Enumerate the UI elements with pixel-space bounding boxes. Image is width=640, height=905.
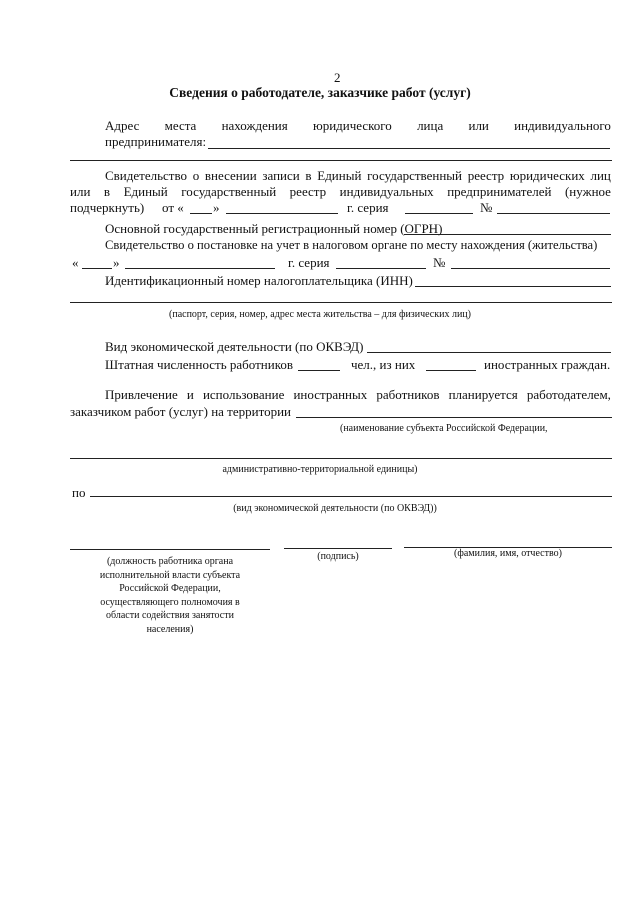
certificate-date-quote: » bbox=[213, 200, 220, 215]
certificate-word: в bbox=[305, 168, 312, 183]
tax-series-label: г. серия bbox=[288, 255, 330, 270]
address-word: индивидуального bbox=[514, 118, 611, 133]
certificate-word: внесении bbox=[204, 168, 257, 183]
position-caption-line: Российской Федерации, bbox=[119, 583, 221, 594]
certificate-word: юридических bbox=[509, 168, 585, 183]
certificate-word: государственный bbox=[181, 184, 277, 199]
position-caption-line: (должность работника органа bbox=[106, 556, 234, 567]
certificate-line-2 bbox=[70, 184, 611, 199]
certificate-word: Единый bbox=[317, 168, 362, 183]
certificate-note: подчеркнуть) bbox=[70, 200, 145, 215]
involvement-line-1 bbox=[105, 387, 611, 402]
address-word: или bbox=[468, 118, 489, 133]
involvement-line-2: заказчиком работ (услуг) на территории bbox=[70, 404, 291, 419]
certificate-word: предпринимателей bbox=[447, 184, 552, 199]
involvement-word: планируется bbox=[448, 387, 518, 402]
certificate-word: Единый bbox=[123, 184, 168, 199]
address-word: Адрес bbox=[105, 118, 140, 133]
okved-label: Вид экономической деятельности (по ОКВЭД) bbox=[105, 339, 364, 354]
certificate-word: записи bbox=[262, 168, 300, 183]
certificate-word: в bbox=[103, 184, 111, 199]
address-word: места bbox=[164, 118, 197, 133]
address-word: юридического bbox=[313, 118, 392, 133]
address-label-2: предпринимателя: bbox=[105, 134, 207, 149]
certificate-word: (нужное bbox=[564, 184, 611, 199]
ogrn-label: Основной государственный регистрационный номер (ОГРН) bbox=[105, 221, 443, 236]
activity-caption: (вид экономической деятельности (по ОКВЭД)) bbox=[233, 503, 437, 514]
ogrn-field[interactable] bbox=[404, 234, 611, 235]
tax-quote-open: « bbox=[72, 255, 79, 270]
involvement-word: иностранных bbox=[293, 387, 368, 402]
passport-caption: (паспорт, серия, номер, адрес места жительства – для физических лиц) bbox=[169, 309, 471, 320]
position-caption-line: населения) bbox=[146, 623, 194, 635]
involvement-word: Привлечение bbox=[105, 387, 178, 402]
okved-field[interactable] bbox=[367, 352, 611, 353]
certificate-word: лиц bbox=[590, 168, 611, 183]
certificate-number-sign: № bbox=[480, 200, 493, 215]
position-caption-line: исполнительной власти субъекта bbox=[99, 569, 241, 581]
address-field[interactable] bbox=[208, 148, 610, 149]
involvement-word: работников bbox=[376, 387, 440, 402]
position-caption-line: области содействия занятости bbox=[106, 610, 234, 621]
passport-field[interactable] bbox=[70, 302, 612, 303]
inn-field[interactable] bbox=[415, 286, 611, 287]
involvement-word: и bbox=[186, 387, 194, 402]
signature-caption: (подпись) bbox=[317, 551, 359, 562]
certificate-series-label: г. серия bbox=[347, 200, 389, 215]
inn-label: Идентификационный номер налогоплательщика (ИНН) bbox=[105, 273, 413, 288]
tax-series-field[interactable] bbox=[336, 268, 426, 269]
tax-certificate-label: Свидетельство о постановке на учет в налоговом органе по месту нахождения (жительства) bbox=[105, 238, 598, 252]
tax-quote-close: » bbox=[113, 255, 120, 270]
tax-number-sign: № bbox=[433, 255, 446, 270]
certificate-word: индивидуальных bbox=[339, 184, 434, 199]
activity-field[interactable] bbox=[90, 496, 612, 497]
certificate-word: Свидетельство bbox=[105, 168, 188, 183]
certificate-word: о bbox=[192, 168, 200, 183]
territory-field-continued[interactable] bbox=[70, 458, 612, 459]
position-caption bbox=[70, 555, 270, 636]
tax-month-field[interactable] bbox=[125, 268, 275, 269]
territory-field[interactable] bbox=[296, 417, 612, 418]
staff-middle-label: чел., из них bbox=[351, 357, 416, 372]
full-name-caption: (фамилия, имя, отчество) bbox=[454, 548, 562, 559]
staff-end-label: иностранных граждан. bbox=[484, 357, 611, 372]
certificate-day-field[interactable] bbox=[190, 213, 212, 214]
certificate-number-field[interactable] bbox=[497, 213, 610, 214]
involvement-word: использование bbox=[202, 387, 285, 402]
staff-foreign-field[interactable] bbox=[426, 370, 476, 371]
staff-label: Штатная численность работников bbox=[105, 357, 294, 372]
tax-number-field[interactable] bbox=[451, 268, 610, 269]
certificate-line-1 bbox=[105, 168, 611, 183]
address-word: нахождения bbox=[221, 118, 288, 133]
page-number: 2 bbox=[334, 70, 341, 85]
position-caption-line: осуществляющего полномочия в bbox=[100, 596, 240, 608]
position-field[interactable] bbox=[70, 549, 270, 550]
address-line-1 bbox=[105, 118, 611, 133]
tax-day-field[interactable] bbox=[82, 268, 112, 269]
address-word: лица bbox=[417, 118, 444, 133]
certificate-series-field[interactable] bbox=[405, 213, 473, 214]
address-field-continued[interactable] bbox=[70, 160, 612, 161]
territory-caption: (наименование субъекта Российской Федерации, bbox=[340, 423, 548, 434]
page-title: Сведения о работодателе, заказчике работ (услуг) bbox=[169, 85, 471, 100]
certificate-word: реестр bbox=[289, 184, 327, 199]
admin-unit-caption: административно-территориальной единицы) bbox=[222, 464, 418, 475]
po-label: по bbox=[72, 485, 86, 500]
certificate-word: реестр bbox=[467, 168, 505, 183]
involvement-word: работодателем, bbox=[526, 387, 611, 402]
certificate-month-field[interactable] bbox=[226, 213, 338, 214]
staff-total-field[interactable] bbox=[298, 370, 340, 371]
certificate-date-prefix: от « bbox=[162, 200, 184, 215]
certificate-word: или bbox=[70, 184, 91, 199]
certificate-word: государственный bbox=[367, 168, 462, 183]
signature-field[interactable] bbox=[284, 548, 392, 549]
